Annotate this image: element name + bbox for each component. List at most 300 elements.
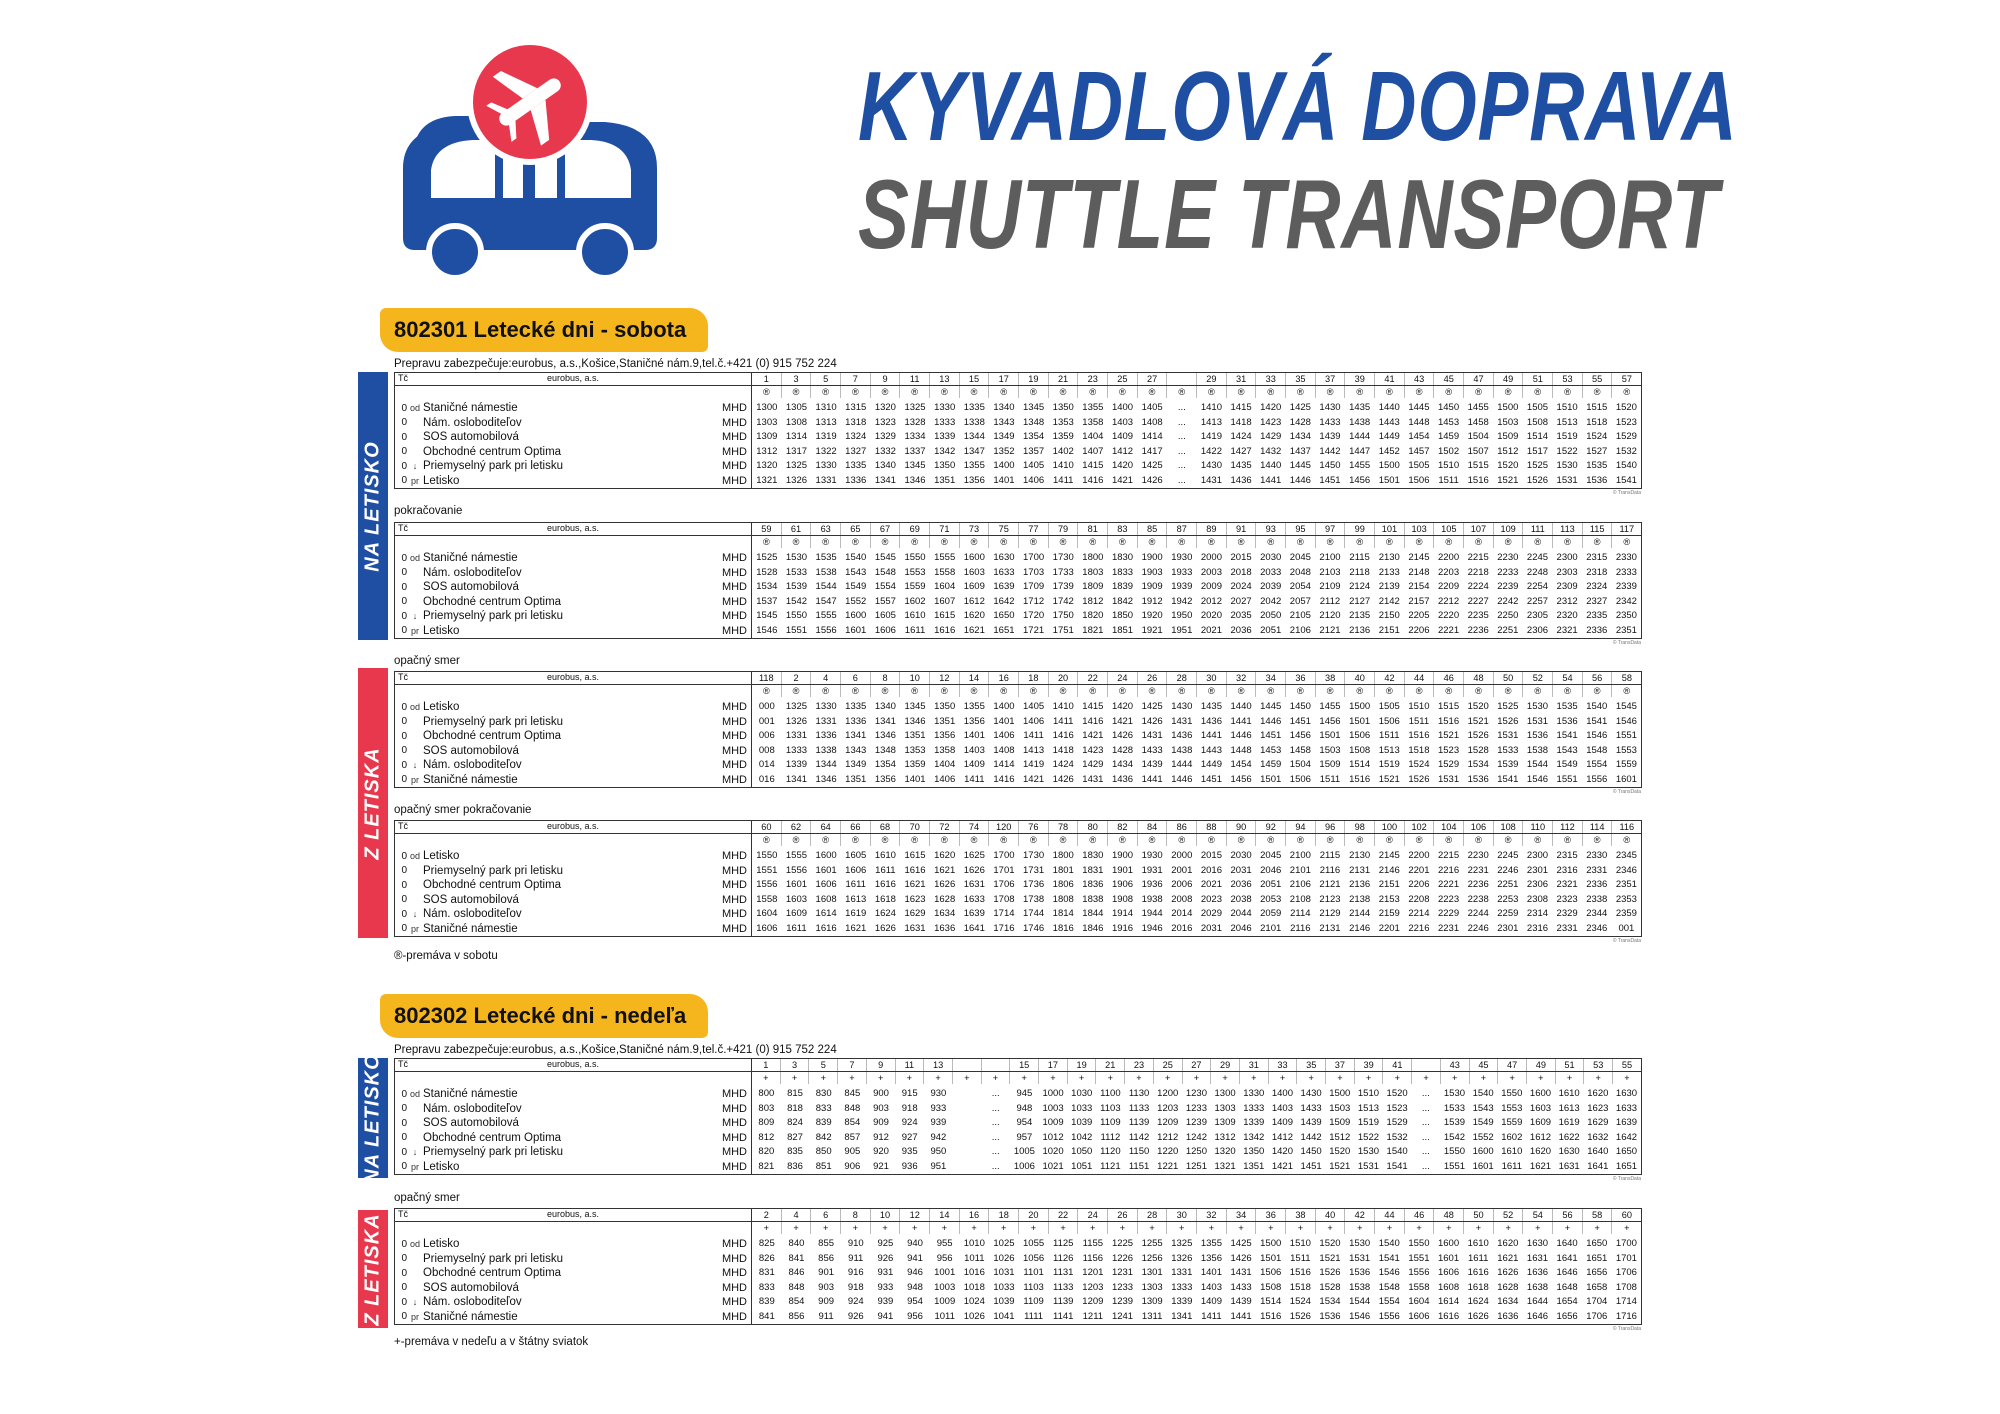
trip-number: 49 bbox=[1494, 373, 1524, 385]
time-cell: 1531 bbox=[1357, 1160, 1380, 1172]
time-cell: 2215 bbox=[1437, 850, 1460, 861]
mhd-label: MHD bbox=[721, 1252, 747, 1265]
service-symbols bbox=[752, 536, 1641, 548]
time-cell: 1349 bbox=[993, 431, 1015, 442]
time-cell: 2318 bbox=[1586, 566, 1608, 578]
trip-number: 69 bbox=[900, 523, 930, 535]
stop-name: Letisko bbox=[423, 474, 460, 487]
time-cell bbox=[953, 1116, 982, 1131]
trip-number: 18 bbox=[989, 1209, 1019, 1221]
time-cell: 1611 bbox=[1501, 1160, 1523, 1172]
time-cell: 1616 bbox=[934, 624, 956, 636]
time-cell: 1350 bbox=[1052, 402, 1074, 413]
departure-times bbox=[752, 697, 1641, 787]
time-cell: 1646 bbox=[1526, 1310, 1549, 1322]
time-cell: 1033 bbox=[993, 1281, 1015, 1293]
time-cell: 1430 bbox=[1171, 701, 1193, 712]
service-symbol: ® bbox=[1375, 685, 1405, 697]
stop-row bbox=[395, 595, 751, 610]
time-cell: 856 bbox=[788, 1310, 805, 1322]
time-cell: 1946 bbox=[1141, 922, 1163, 934]
service-symbol: + bbox=[781, 1072, 810, 1084]
time-cell: 1239 bbox=[1185, 1117, 1207, 1128]
service-symbol: ® bbox=[1345, 834, 1375, 846]
time-cell: 912 bbox=[873, 1131, 889, 1143]
trip-number: 44 bbox=[1375, 1209, 1405, 1221]
service-symbol: ® bbox=[1316, 536, 1346, 548]
service-symbol: ® bbox=[930, 834, 960, 846]
table-row bbox=[752, 609, 1641, 624]
time-cell: 2003 bbox=[1200, 566, 1222, 578]
time-cell: 1626 bbox=[963, 864, 985, 876]
time-cell: 1358 bbox=[1082, 416, 1104, 428]
bus-with-airplane-icon bbox=[395, 38, 665, 278]
service-symbol: ® bbox=[1434, 386, 1464, 398]
time-cell bbox=[953, 1160, 982, 1175]
copyright-mark: © TransData bbox=[1612, 938, 1641, 944]
time-cell: 1503 bbox=[1329, 1102, 1351, 1114]
time-cell: 1400 bbox=[1271, 1088, 1293, 1099]
time-cell: 1512 bbox=[1329, 1131, 1351, 1143]
time-cell: 2246 bbox=[1467, 922, 1489, 934]
time-cell: 1513 bbox=[1378, 744, 1400, 756]
time-cell: 1026 bbox=[993, 1252, 1015, 1264]
trip-number: 93 bbox=[1256, 523, 1286, 535]
table-row bbox=[752, 580, 1641, 595]
time-cell: 1631 bbox=[904, 922, 926, 934]
time-cell: 2100 bbox=[1319, 552, 1341, 563]
time-cell: 939 bbox=[877, 1296, 894, 1307]
service-symbol: ® bbox=[1167, 685, 1197, 697]
time-cell: 940 bbox=[907, 1238, 923, 1249]
time-cell: 1547 bbox=[815, 595, 837, 607]
time-cell: 1509 bbox=[1497, 431, 1519, 442]
trip-number: 98 bbox=[1345, 821, 1375, 833]
operator-line: Prepravu zabezpečuje:eurobus, a.s.,Košice,Staničné nám.9,tel.č.+421 (0) 915 752 224 bbox=[394, 1044, 837, 1056]
trip-number: 13 bbox=[924, 1059, 953, 1071]
service-symbol: + bbox=[782, 1222, 812, 1234]
section-title-sunday: 802302 Letecké dni - nedeľa bbox=[380, 994, 708, 1038]
time-cell: 2048 bbox=[1289, 566, 1311, 578]
trip-number: 45 bbox=[1434, 373, 1464, 385]
time-cell: 2320 bbox=[1556, 610, 1578, 621]
time-cell: 2145 bbox=[1408, 552, 1430, 563]
time-cell: 1413 bbox=[1200, 416, 1222, 428]
trip-number: 67 bbox=[871, 523, 901, 535]
trip-number: 60 bbox=[752, 821, 782, 833]
time-cell: 2208 bbox=[1408, 893, 1430, 905]
time-cell: 1311 bbox=[1141, 1310, 1163, 1322]
time-cell: 1616 bbox=[874, 879, 896, 890]
service-symbol: + bbox=[752, 1222, 782, 1234]
copyright-mark: © TransData bbox=[1612, 490, 1641, 496]
time-cell: 1508 bbox=[1526, 416, 1549, 428]
time-cell: 939 bbox=[930, 1117, 947, 1128]
time-cell: 1351 bbox=[1243, 1160, 1265, 1172]
time-cell: 2144 bbox=[1349, 908, 1371, 919]
time-cell: 1543 bbox=[1472, 1102, 1494, 1114]
trip-number: 54 bbox=[1523, 1209, 1553, 1221]
time-cell: 1551 bbox=[1556, 773, 1578, 785]
time-cell: 825 bbox=[758, 1238, 775, 1249]
time-cell: 1354 bbox=[874, 759, 896, 770]
trip-number: 24 bbox=[1108, 672, 1138, 684]
time-cell: 1423 bbox=[1260, 416, 1282, 428]
time-cell: 1355 bbox=[963, 460, 985, 471]
time-cell: 1339 bbox=[1171, 1296, 1193, 1307]
time-cell: 1030 bbox=[1071, 1088, 1093, 1099]
time-cell: 954 bbox=[1016, 1117, 1033, 1128]
time-cell: 903 bbox=[873, 1102, 889, 1114]
time-cell: 1339 bbox=[934, 431, 956, 442]
service-symbol: ® bbox=[1078, 834, 1108, 846]
trip-number: 29 bbox=[1211, 1059, 1240, 1071]
service-symbol: ® bbox=[1583, 834, 1613, 846]
service-symbol: ® bbox=[1494, 834, 1524, 846]
stop-name: Staničné námestie bbox=[423, 1088, 518, 1101]
time-cell: 2024 bbox=[1230, 581, 1252, 592]
time-cell: 1443 bbox=[1378, 416, 1400, 428]
zone-number: 0 bbox=[401, 567, 407, 579]
time-cell: 2200 bbox=[1437, 552, 1460, 563]
service-symbol: ® bbox=[1434, 834, 1464, 846]
service-symbol: ® bbox=[752, 834, 782, 846]
time-cell: 1620 bbox=[1497, 1238, 1519, 1249]
trip-number: 11 bbox=[896, 1059, 925, 1071]
time-cell: 1816 bbox=[1052, 922, 1074, 934]
time-cell: 1604 bbox=[1408, 1296, 1430, 1307]
time-cell: 2138 bbox=[1349, 893, 1371, 905]
time-cell: 1423 bbox=[1082, 744, 1104, 756]
time-cell: 1616 bbox=[904, 864, 926, 876]
stop-marker: od bbox=[409, 1089, 420, 1100]
table-row bbox=[752, 416, 1641, 431]
service-symbol: ® bbox=[1286, 536, 1316, 548]
service-symbol: + bbox=[1167, 1222, 1197, 1234]
time-cell: 1410 bbox=[1052, 701, 1074, 712]
time-cell: ... bbox=[1177, 402, 1186, 413]
service-symbol: ® bbox=[1464, 834, 1494, 846]
zone-number: 0 bbox=[401, 402, 407, 414]
time-cell: 1920 bbox=[1141, 610, 1163, 621]
table-header-symbols bbox=[395, 685, 1641, 697]
trip-number: 62 bbox=[782, 821, 812, 833]
stop-marker: ↓ bbox=[412, 461, 418, 472]
time-cell: 1714 bbox=[1615, 1296, 1637, 1307]
time-cell: 2314 bbox=[1526, 908, 1549, 919]
time-cell: ... bbox=[1421, 1117, 1430, 1128]
trip-number: 105 bbox=[1434, 523, 1464, 535]
table-row bbox=[752, 401, 1641, 416]
service-symbol: + bbox=[1316, 1222, 1346, 1234]
stop-name: SOŠ automobilová bbox=[423, 893, 519, 906]
time-cell: 1530 bbox=[1556, 460, 1578, 471]
stop-row bbox=[395, 1116, 751, 1131]
trip-number: 43 bbox=[1441, 1059, 1470, 1071]
time-cell: 1356 bbox=[934, 730, 956, 741]
time-cell: 1554 bbox=[874, 581, 896, 592]
time-cell: 1530 bbox=[1526, 701, 1549, 712]
time-cell: 2245 bbox=[1526, 552, 1549, 563]
trip-number: 104 bbox=[1434, 821, 1464, 833]
trip-number: 91 bbox=[1227, 523, 1257, 535]
time-cell: 1308 bbox=[785, 416, 808, 428]
time-cell: 1401 bbox=[904, 773, 926, 785]
service-symbol: ® bbox=[1256, 834, 1286, 846]
time-cell: 1456 bbox=[1230, 773, 1252, 785]
stop-row bbox=[395, 566, 751, 581]
time-cell: 1619 bbox=[845, 908, 867, 919]
time-cell: 2336 bbox=[1586, 879, 1608, 890]
time-cell: 1636 bbox=[1526, 1267, 1549, 1278]
time-cell: 1415 bbox=[1230, 402, 1252, 413]
time-cell: 1318 bbox=[845, 416, 867, 428]
time-cell: 1345 bbox=[904, 460, 926, 471]
time-cell: 2136 bbox=[1349, 624, 1371, 636]
stop-row bbox=[395, 1087, 751, 1102]
trip-number: 34 bbox=[1256, 672, 1286, 684]
time-cell: 1530 bbox=[1357, 1146, 1380, 1157]
time-cell: 1619 bbox=[1558, 1117, 1580, 1128]
trip-number: 64 bbox=[811, 821, 841, 833]
time-cell: 1708 bbox=[1615, 1281, 1637, 1293]
mhd-label: MHD bbox=[721, 416, 747, 429]
trip-number: 20 bbox=[1019, 1209, 1049, 1221]
time-cell: 1511 bbox=[1408, 715, 1430, 727]
trip-number: 117 bbox=[1619, 524, 1635, 534]
time-cell: 933 bbox=[930, 1102, 947, 1114]
time-cell: 2057 bbox=[1289, 595, 1311, 607]
stop-name: Obchodné centrum Optima bbox=[423, 1267, 562, 1280]
direction-from-airport: Z LETISKA bbox=[358, 1210, 388, 1328]
time-cell: 906 bbox=[844, 1160, 861, 1172]
stop-row bbox=[395, 624, 751, 639]
trip-number: 40 bbox=[1316, 1209, 1346, 1221]
time-cell: 1709 bbox=[1023, 581, 1045, 592]
service-symbol: ® bbox=[1316, 386, 1346, 398]
table-row bbox=[752, 878, 1641, 893]
time-cell: 1601 bbox=[785, 879, 808, 890]
trip-number: 63 bbox=[811, 523, 841, 535]
stop-name: Priemyselný park pri letisku bbox=[423, 864, 563, 877]
time-cell: 1317 bbox=[785, 445, 808, 457]
time-cell: 1433 bbox=[1230, 1281, 1252, 1293]
time-cell: 2353 bbox=[1615, 893, 1637, 905]
time-cell: 1630 bbox=[993, 552, 1015, 563]
time-cell: 827 bbox=[787, 1131, 803, 1143]
stop-row bbox=[395, 1281, 751, 1296]
service-symbol: ® bbox=[1623, 835, 1631, 845]
time-cell: 1557 bbox=[874, 595, 896, 607]
mhd-label: MHD bbox=[721, 864, 747, 877]
mhd-label: MHD bbox=[721, 595, 747, 608]
time-cell: 2012 bbox=[1200, 595, 1222, 607]
time-cell: 956 bbox=[907, 1310, 923, 1322]
time-cell: 1523 bbox=[1615, 416, 1637, 428]
table-caption: opačný smer pokračovanie bbox=[394, 804, 532, 816]
trip-number: 10 bbox=[900, 672, 930, 684]
time-cell: 1449 bbox=[1200, 759, 1222, 770]
stop-name: Nám. osloboditeľov bbox=[423, 416, 522, 429]
time-cell: 1551 bbox=[1443, 1160, 1466, 1172]
time-cell: 1942 bbox=[1171, 595, 1193, 607]
section-title-saturday: 802301 Letecké dni - sobota bbox=[380, 308, 708, 352]
time-cell: 1450 bbox=[1319, 460, 1341, 471]
trip-number: 30 bbox=[1167, 1209, 1197, 1221]
table-row bbox=[752, 1237, 1641, 1252]
service-symbol: ® bbox=[1227, 685, 1257, 697]
time-cell: 2106 bbox=[1289, 624, 1311, 636]
time-cell: 857 bbox=[844, 1131, 861, 1143]
time-cell: 1329 bbox=[874, 431, 896, 442]
service-symbol: + bbox=[1405, 1222, 1435, 1234]
time-cell: 1121 bbox=[1100, 1160, 1121, 1172]
time-cell: 1357 bbox=[1023, 445, 1045, 457]
time-cell: 1353 bbox=[904, 744, 926, 756]
service-symbol: ® bbox=[1197, 834, 1227, 846]
trip-number: 47 bbox=[1464, 373, 1494, 385]
service-symbol: + bbox=[1624, 1073, 1630, 1083]
time-cell: 846 bbox=[788, 1267, 805, 1278]
trip-number: 14 bbox=[960, 672, 990, 684]
service-symbol: ® bbox=[1405, 834, 1435, 846]
time-cell: 1326 bbox=[785, 474, 808, 486]
trip-number: 87 bbox=[1167, 523, 1197, 535]
service-symbol: ® bbox=[960, 536, 990, 548]
time-cell: 2145 bbox=[1378, 850, 1400, 861]
time-cell: 1414 bbox=[1141, 431, 1163, 442]
tc-label: Tč bbox=[398, 821, 408, 831]
trip-number: 3 bbox=[782, 373, 812, 385]
time-cell: 1300 bbox=[756, 402, 778, 413]
trip-number: 39 bbox=[1345, 373, 1375, 385]
time-cell: 1001 bbox=[934, 1267, 956, 1278]
table-header-left bbox=[395, 536, 752, 548]
time-cell: 1801 bbox=[1052, 864, 1074, 876]
service-symbol: + bbox=[1412, 1072, 1441, 1084]
service-symbol: + bbox=[867, 1072, 896, 1084]
time-cell: 1309 bbox=[1214, 1117, 1236, 1128]
time-cell: 1409 bbox=[1111, 431, 1134, 442]
trip-number: 55 bbox=[1621, 1060, 1633, 1070]
trip-number: 22 bbox=[1049, 1209, 1079, 1221]
time-cell: 1601 bbox=[815, 864, 837, 876]
time-cell: 1401 bbox=[963, 730, 985, 741]
time-cell: 2103 bbox=[1319, 566, 1341, 578]
time-cell: 1012 bbox=[1042, 1131, 1064, 1143]
time-cell: 1426 bbox=[1141, 474, 1163, 486]
trip-number: 47 bbox=[1498, 1059, 1527, 1071]
time-cell: 1549 bbox=[1472, 1117, 1494, 1128]
time-cell: 1525 bbox=[756, 552, 778, 563]
time-cell: 1546 bbox=[1586, 730, 1608, 741]
time-cell: 1803 bbox=[1082, 566, 1104, 578]
time-cell: 2236 bbox=[1467, 624, 1489, 636]
time-cell: 2257 bbox=[1526, 595, 1549, 607]
service-symbol: ® bbox=[1197, 536, 1227, 548]
time-cell: 841 bbox=[788, 1252, 805, 1264]
time-cell: 1642 bbox=[1615, 1131, 1638, 1143]
time-cell: 1610 bbox=[1501, 1146, 1523, 1157]
time-cell: 2301 bbox=[1526, 864, 1549, 876]
table-row bbox=[752, 864, 1641, 879]
time-cell: 2303 bbox=[1556, 566, 1578, 578]
time-cell: 1630 bbox=[1526, 1238, 1549, 1249]
stop-name: Nám. osloboditeľov bbox=[423, 1296, 522, 1309]
stop-marker: od bbox=[409, 702, 420, 713]
time-cell: 1335 bbox=[845, 460, 867, 471]
time-cell: 2216 bbox=[1437, 864, 1460, 876]
time-cell: 1428 bbox=[1111, 744, 1134, 756]
time-cell: 001 bbox=[1618, 922, 1635, 934]
stop-name: Priemyselný park pri letisku bbox=[423, 1252, 563, 1265]
trip-number: 50 bbox=[1494, 672, 1524, 684]
time-cell: 931 bbox=[877, 1267, 894, 1278]
time-cell: 1546 bbox=[1349, 1310, 1371, 1322]
time-cell: 1409 bbox=[1200, 1296, 1222, 1307]
time-cell: 1534 bbox=[756, 581, 778, 592]
time-cell: 1429 bbox=[1260, 431, 1282, 442]
time-cell: 1537 bbox=[756, 595, 778, 607]
time-cell: 1610 bbox=[1467, 1238, 1489, 1249]
service-symbol: ® bbox=[811, 386, 841, 398]
trip-number: 75 bbox=[989, 523, 1019, 535]
time-cell: 815 bbox=[787, 1088, 803, 1099]
time-cell: 1648 bbox=[1556, 1281, 1578, 1293]
time-cell: 2251 bbox=[1497, 624, 1519, 636]
trip-number: 23 bbox=[1125, 1059, 1154, 1071]
time-cell: 1521 bbox=[1378, 773, 1400, 785]
time-cell: 948 bbox=[907, 1281, 923, 1293]
time-cell: 1624 bbox=[1467, 1296, 1489, 1307]
time-cell: 1349 bbox=[845, 759, 867, 770]
time-cell: 1502 bbox=[1437, 445, 1460, 457]
time-cell: 1543 bbox=[1556, 744, 1578, 756]
time-cell: 1522 bbox=[1357, 1131, 1380, 1143]
table-header-trips bbox=[395, 821, 1641, 834]
time-cell: 2151 bbox=[1378, 624, 1400, 636]
time-cell: 920 bbox=[873, 1146, 889, 1157]
trip-number: 21 bbox=[1049, 373, 1079, 385]
time-cell: 1156 bbox=[1082, 1252, 1104, 1264]
trip-number: 26 bbox=[1138, 672, 1168, 684]
table-row bbox=[752, 566, 1641, 581]
time-cell: 2209 bbox=[1437, 581, 1460, 592]
time-cell: 001 bbox=[758, 715, 775, 727]
time-cell: 1358 bbox=[934, 744, 956, 756]
time-cell: 2345 bbox=[1615, 850, 1637, 861]
time-cell: 1426 bbox=[1230, 1252, 1252, 1264]
service-symbol: ® bbox=[1464, 685, 1494, 697]
time-cell: 1457 bbox=[1408, 445, 1430, 457]
time-cell: 1337 bbox=[904, 445, 926, 457]
trip-numbers bbox=[752, 1209, 1641, 1221]
trip-number: 86 bbox=[1167, 821, 1197, 833]
trip-number: 26 bbox=[1108, 1209, 1138, 1221]
time-cell: 1510 bbox=[1408, 701, 1430, 712]
time-cell: 900 bbox=[873, 1088, 889, 1099]
stop-marker: ↓ bbox=[412, 611, 418, 622]
trip-numbers bbox=[752, 672, 1641, 684]
time-cell: 2123 bbox=[1319, 893, 1341, 905]
tc-label: Tč bbox=[398, 1209, 408, 1219]
time-cell: 1651 bbox=[1615, 1160, 1638, 1172]
time-cell: 2308 bbox=[1526, 893, 1549, 905]
stop-row bbox=[395, 758, 751, 773]
time-cell: 924 bbox=[847, 1296, 864, 1307]
trip-number: 12 bbox=[930, 672, 960, 684]
stop-row bbox=[395, 700, 751, 715]
